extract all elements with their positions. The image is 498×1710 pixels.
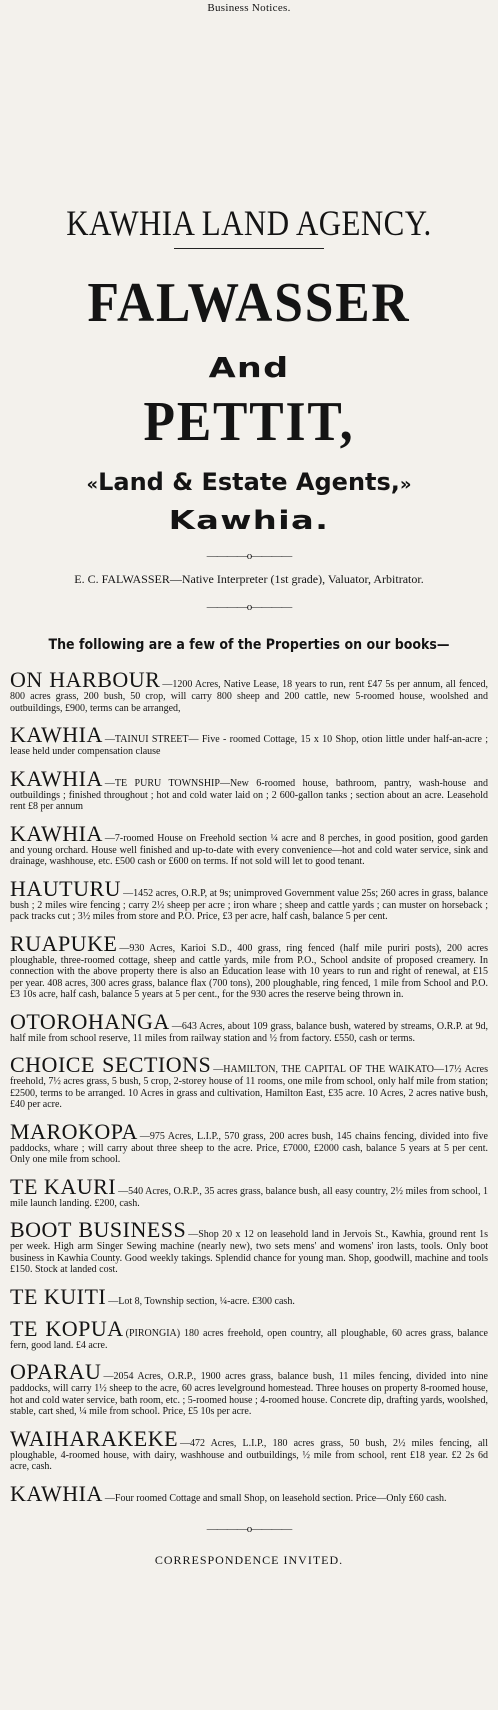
listing-item	[10, 724, 488, 758]
listing-text: —2054 Acres, O.R.P., 1900 acres grass, balance bush, 11 miles fencing, divided into nine paddocks, will carry 1½ sheep to the acre, 60 acres levelground homestead. Three houses on property 8-roomed house, hot and cold water service, bath room, etc. ; 5-roomed house ; 4-roomed house. Concrete dip, drafting yards, woolshed, stable, cart shed, ¼ mile from school. Price, £5 10s per acre.	[10, 1371, 488, 1417]
firm-name-second: PETTIT,	[143, 391, 355, 453]
firm-conjunction: And	[208, 351, 290, 384]
property-listings	[10, 669, 488, 1505]
ornamental-divider: ————o————	[206, 1522, 292, 1535]
listing-text: —540 Acres, O.R.P., 35 acres grass, balance bush, all easy country, 2½ miles from school, 1 mile launch landing. £200, cash.	[10, 1185, 489, 1209]
listing-place: KAWHIA	[10, 765, 103, 791]
listing-item	[10, 1118, 488, 1166]
listing-place: RUAPUKE	[10, 930, 118, 956]
listing-text: —7-roomed House on Freehold section ¼ acre and 8 perches, in good position, good garden and young orchard. House well finished and up-to-date with every convenience—hot and cold water service, sink and drainage, washhouse, etc. £500 cash or £600 on terms. If not sold will let to good tenant.	[10, 832, 488, 867]
listing-place: KAWHIA	[10, 1480, 103, 1506]
right-ornament-icon: »	[399, 474, 412, 495]
listing-place: BOOT BUSINESS	[10, 1217, 187, 1242]
listing-item	[10, 930, 488, 1001]
listing-place: MAROKOPA	[10, 1118, 138, 1144]
listing-text: —TE PURU TOWNSHIP—New 6-roomed house, bathroom, pantry, wash-house and outbuildings ; finished throughout ; hot and cold water laid on ; 2 600-gallon tanks ; section about an acre. Leasehold rent £8 per annum	[10, 777, 488, 812]
listing-item	[10, 1219, 488, 1276]
listing-item	[10, 1283, 488, 1309]
listing-text: —TAINUI STREET— Five - roomed Cottage, 15 x 10 Shop, otion little under half-an-acre ; lease held under compensation clause	[10, 734, 488, 757]
listing-place: OPARAU	[10, 1359, 102, 1384]
listing-place: WAIHARAKEKE	[10, 1425, 179, 1451]
listing-place: ON HARBOUR	[10, 667, 161, 692]
ornamental-divider: ————o————	[206, 550, 292, 562]
listing-place: TE KAURI	[10, 1173, 117, 1199]
listing-item	[10, 765, 488, 813]
listing-item	[10, 1480, 488, 1506]
listing-text: —Lot 8, Township section, ¼-acre. £300 cash.	[108, 1295, 295, 1307]
listing-item	[10, 1173, 489, 1210]
listing-text: —472 Acres, L.I.P., 180 acres grass, 50 bush, 2½ miles fencing, all ploughable, 4-roomed house, with dairy, washhouse and outbuildings, ½ mile from school, rent £18 year. £2 2s 6d acre, cash.	[10, 1437, 488, 1472]
properties-intro: The following are a few of the Properties on our books—	[48, 637, 450, 653]
principal-line: E. C. FALWASSER—Native Interpreter (1st grade), Valuator, Arbitrator.	[74, 572, 424, 586]
agents-label: Land & Estate Agents,	[98, 468, 400, 496]
listing-item	[10, 1054, 488, 1111]
listing-text: —975 Acres, L.I.P., 570 grass, 200 acres bush, 145 chains fencing, divided into five paddocks, whare ; will carry about three sheep to the acre. Price, £7000, £2000 cash, balance 5 years at 5 per cent. Only one mile from school.	[10, 1130, 488, 1165]
listing-text: —Four roomed Cottage and small Shop, on leasehold section. Price—Only £60 cash.	[104, 1492, 447, 1504]
listing-text: —930 Acres, Karioi S.D., 400 grass, ring fenced (half mile puriri posts), 200 acres ploughable, three-roomed cottage, sheep and cattle yards, mile from P.O., School andsite of proposed creamery. In connection with the above property there is also an Education lease with 10 years to run and right of renewal, at £15 per year. 408 acres, 300 acres grass, balance flax (700 tons), 200 ploughable, ring fenced, 1 mile from School and P.O. £3 10s acre, half cash, balance 5 years at 5 per cent., for the 930 acres the reserve being thrown in.	[10, 942, 488, 1000]
listing-place: TE KOPUA	[10, 1315, 124, 1341]
firm-name-first: FALWASSER	[87, 272, 411, 334]
listing-item	[10, 875, 488, 923]
listing-text: —Shop 20 x 12 on leasehold land in Jervois St., Kawhia, ground rent 1s per week. High arm Singer Sewing machine (nearly new), two sets mens' and womens' iron lasts, tools. Only boot business in Kawhia County. Good weekly takings. Splendid chance for young man. Shop, goodwill, machine and tools £150. Stock at landed cost.	[10, 1229, 488, 1275]
listing-item	[10, 669, 488, 714]
left-ornament-icon: «	[86, 474, 99, 495]
listing-place: KAWHIA	[10, 722, 103, 747]
listing-place: TE KUITI	[10, 1283, 107, 1309]
listing-text: —HAMILTON, THE CAPITAL OF THE WAIKATO—17½ Acres freehold, 7½ acres grass, 5 bush, 5 crop, 2-storey house of 11 rooms, one mile from school, only half mile from station; £2500, terms to be arranged. 10 Acres in grass and cultivation, Hamilton East, £35 acre. 10 Acres, 2 acres native bush, £40 per acre.	[10, 1064, 488, 1110]
listing-text: —643 Acres, about 109 grass, balance bush, watered by streams, O.R.P. at 9d, half mile from school reserve, 11 miles from railway station and ½ from factory. £550, cash or terms.	[10, 1020, 488, 1044]
closing-line: CORRESPONDENCE INVITED.	[154, 1552, 344, 1567]
listing-text: (PIRONGIA) 180 acres freehold, open country, all ploughable, 60 acres grass, balance fern, good land. £4 acre.	[10, 1327, 488, 1351]
listing-text: —1452 acres, O.R.P, at 9s; unimproved Government value 25s; 260 acres in grass, balance bush ; 2 miles wire fencing ; carry 2½ sheep per acre ; iron whare ; sheep and cattle yards ; can muster on horseback ; pack tracks cut ; 3½ miles from store and P.O. Price, £3 per acre, half cash, balance 5 per cent.	[10, 887, 488, 922]
listing-place: CHOICE SECTIONS	[10, 1052, 212, 1077]
heading-rule	[174, 248, 324, 249]
listing-text: —1200 Acres, Native Lease, 18 years to run, rent £47 5s per annum, all fenced, 800 acres grass, 200 bush, 50 crop, will carry 800 sheep and 200 cattle, new 5-roomed house, woolshed and outbuildings, £900, terms can be arranged,	[10, 679, 488, 714]
agency-name: KAWHIA LAND AGENCY.	[66, 203, 432, 243]
newspaper-page	[0, 2, 498, 1710]
listing-item	[10, 820, 488, 868]
listing-item	[10, 1315, 488, 1352]
town-name: Kawhia.	[168, 506, 330, 536]
ornamental-divider: ————o————	[206, 601, 292, 613]
listing-place: OTOROHANGA	[10, 1008, 170, 1034]
listing-item	[10, 1008, 488, 1045]
listing-item	[10, 1361, 488, 1418]
listing-place: KAWHIA	[10, 820, 103, 846]
section-heading: Business Notices.	[207, 2, 291, 14]
listing-item	[10, 1425, 488, 1473]
listing-place: HAUTURU	[10, 875, 122, 901]
agents-line	[10, 468, 488, 496]
